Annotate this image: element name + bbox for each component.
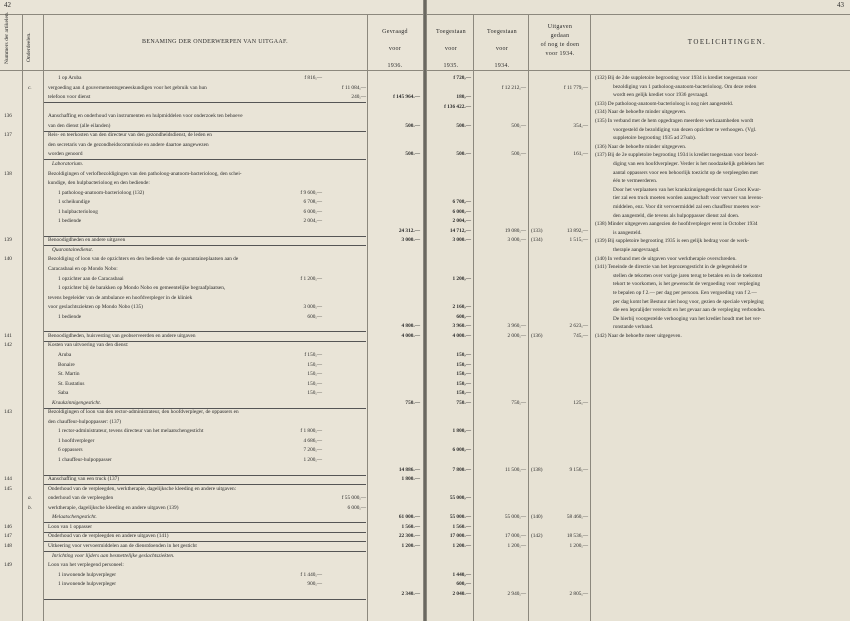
allowed-1934-amount: 2 940,— (507, 590, 526, 597)
header-line: of nog te doen (540, 42, 580, 48)
header-line: Toegestaan (436, 29, 466, 35)
allowed-1934-amount: 19 080,— (504, 227, 526, 234)
subsection-letter: a. (28, 495, 32, 502)
note-reference: (140) (531, 514, 543, 521)
item-description: 1 inwonende hulpverpleger (58, 571, 116, 578)
spent-1934-amount: 2 805,— (569, 590, 588, 597)
col-notes-header: TOELICHTINGEN. (687, 38, 767, 46)
explanation-line: tekort te voorkomen, is het gewenscht de vergoeding voor verpleging (613, 281, 760, 288)
allowed-1935-amount: 1 800,— (452, 428, 471, 435)
allowed-1935-amount: 2 040.— (452, 590, 471, 597)
allowed-1935-amount: 600,— (456, 581, 471, 588)
item-amount: 150,— (307, 371, 322, 378)
explanation-line: bezoldiging van 1 patholoog-anatoom-bacterioloog. Om deze reden (613, 83, 757, 90)
allowed-1935-amount: 3 960.— (452, 323, 471, 330)
allowed-1934-amount: 1 200,— (507, 542, 526, 549)
header-line: voor (444, 46, 458, 52)
item-description: worden genoord (48, 151, 83, 158)
explanation-line: één te vermeerderen. (613, 178, 658, 185)
spent-1934-amount: 13 892,— (566, 227, 588, 234)
item-description: 1 opzichter aan de Caracasbaai (58, 275, 124, 282)
item-description: Melaatschengesticht. (52, 514, 97, 521)
allowed-1935-amount: 6 708,— (452, 199, 471, 206)
header-line: voor 1934. (545, 51, 575, 57)
page-number-left: 42 (4, 1, 11, 9)
requested-1936-amount: 61 000.— (398, 514, 420, 521)
allowed-1935-amount: 4 000.— (452, 332, 471, 339)
article-number: 142 (4, 342, 12, 349)
explanation-line: te bepalen op f 2.— per dag per persoon. Een vergoeding van f 2.— (613, 290, 757, 296)
item-description: tevens begeleider van de ambulance en hoofdverpleger in de kliniek (48, 294, 193, 301)
explanation-line: voorgesteld de bezoldiging van dezen opzichter te verhoogen. (Vgl. (613, 126, 757, 133)
row-rule (44, 102, 366, 103)
col-subject-header: BENAMING DER ONDERWERPEN VAN UITGAAF. (142, 39, 288, 45)
col-sub-header: Onderdeelen. (26, 32, 32, 62)
requested-1936-amount: 22 300.— (398, 533, 420, 540)
item-description: 1 bediende (58, 218, 82, 225)
allowed-1934-amount: 3 960,— (507, 323, 526, 330)
subsection-letter: b. (28, 504, 32, 511)
allowed-1935-amount: 3 000.— (452, 237, 471, 244)
requested-1936-amount: 3 000.— (401, 237, 420, 244)
item-amount: 600,— (307, 313, 322, 320)
item-description: Kraukzinnigengesticht. (52, 399, 101, 406)
item-amount: f 1 440,— (300, 571, 322, 578)
item-description: Laboratorium. (52, 160, 84, 167)
item-description: den secretaris van de gezondheidscommissie en andere daartoe aangewezen (48, 141, 209, 148)
article-number: 138 (4, 170, 12, 177)
row-rule (44, 159, 366, 160)
item-description: 1 rector-administrateur, tevens directeur van het melaatschengesticht (58, 428, 204, 435)
explanation-line: (137) Bij de 2e suppletoire begrooting 1934 is krediet toegestaan voor bezol- (595, 152, 759, 159)
right-page (427, 0, 850, 621)
explanation-line: (134) Naar de behoefte minder uitgegeven. (595, 109, 687, 116)
spent-1934-amount: 2 623,— (569, 323, 588, 330)
allowed-1935-amount: 600,— (456, 313, 471, 320)
header-line: Uitgaven (547, 24, 573, 30)
item-description: Benoodigdheden, huisvesting van geobserveerden en andere uitgaven (48, 332, 196, 339)
requested-1936-amount: 750.— (405, 399, 420, 406)
header-line: voor (388, 46, 402, 52)
header-top-rule (427, 14, 850, 15)
explanation-line: is aangesteld. (613, 229, 642, 236)
allowed-1934-amount: 55 000,— (504, 514, 526, 521)
allowed-1935-amount: 6 000,— (452, 447, 471, 454)
allowed-1935-amount: 750.— (456, 399, 471, 406)
item-description: Bezoldiging of loon van de opzichters en den bediende van de quarantaineplaatsen aan de (48, 256, 239, 263)
header-line: 1935. (443, 63, 459, 69)
explanation-line: ronstande verband. (613, 324, 654, 331)
header-line: gedaan (550, 33, 570, 39)
item-amount: 150,— (307, 380, 322, 387)
allowed-1935-amount: 500.— (456, 122, 471, 129)
requested-1936-amount: 2 340.— (401, 590, 420, 597)
note-reference: (142) (531, 533, 543, 540)
header-line: 1936. (387, 63, 403, 69)
note-reference: (136) (531, 332, 543, 339)
spent-1934-amount: 9 156,— (569, 466, 588, 473)
item-description: St. Eustatius (58, 380, 85, 387)
requested-1936-amount: 500.— (405, 122, 420, 129)
header-line: Gevraagd (382, 29, 408, 35)
requested-1936-amount: 14 886.— (398, 466, 420, 473)
col-requested-header (370, 28, 420, 71)
allowed-1934-amount: f 12 212,— (501, 84, 526, 91)
item-description: Bonaire (58, 361, 75, 368)
item-description: werktherapie, dagelijksche kleeding en andere uitgaven (139) (48, 504, 179, 511)
allowed-1935-amount: 150,— (456, 390, 471, 397)
subtotal-amount: 6 000,— (347, 504, 366, 511)
item-description: Bezoldigingen of loon van den rector-administrateur, den hoofdverpleger, de oppassers en (48, 409, 239, 416)
item-description: Loon van 1 oppasser (48, 523, 92, 530)
note-reference: (133) (531, 227, 543, 234)
explanation-line: (142) Naar de behoefte meer uitgegeven. (595, 333, 682, 339)
allowed-1935-amount: 500.— (456, 151, 471, 158)
article-number: 139 (4, 237, 12, 244)
explanation-line: per dag komt het Bestuur niet hoog voor, gezien de speciale verpleging (613, 298, 764, 305)
item-description: 1 scheikundige (58, 199, 90, 206)
item-amount: 3 000,— (303, 304, 322, 311)
explanation-line: (140) In verband met de uitgaven voor werktherapie overschreden. (595, 255, 737, 262)
item-description: van den dienst (alle eilanden) (48, 122, 111, 129)
requested-1936-amount: 1 800.— (401, 476, 420, 483)
item-description: telefoon voor dienst (48, 94, 91, 101)
item-description: Inrichting voor lijders aan besmettelijke geslachtsziekten. (52, 552, 175, 559)
requested-1936-amount: 4 800.— (401, 323, 420, 330)
column-divider (528, 14, 529, 621)
allowed-1935-amount: 7 800.— (452, 466, 471, 473)
spent-1934-amount: 1 515,— (569, 237, 588, 244)
item-description: Saba (58, 390, 69, 397)
article-number: 143 (4, 409, 12, 416)
explanation-line: (133) De patholoog-anatoom-bacterioloog is nog niet aangesteld. (595, 100, 734, 107)
explanation-line: die een lepralijder vereischt en het gevaar aan de verpleging verbonden. (613, 307, 766, 314)
allowed-1935-amount: 2 004,— (452, 218, 471, 225)
spent-1934-amount: 354,— (573, 122, 588, 129)
spent-1934-amount: 18 536,— (566, 533, 588, 540)
item-description: voor geslachtsziekten op Mondo Nobo (135) (48, 304, 143, 311)
item-description: 1 opzichter bij de barakken op Mondo Nobo en gemeentelijke begraafplaatsen, (58, 285, 226, 292)
item-description: kundige, den hulpbacterioloog en den bediende: (48, 180, 150, 187)
item-amount: 150,— (307, 390, 322, 397)
explanation-line: wordt een gelijk krediet voor 1936 gevraagd. (613, 92, 709, 99)
allowed-1935-amount: 180,— (456, 94, 471, 101)
allowed-1935-amount: f 136 422.— (444, 103, 471, 110)
item-description: Aanschaffing van een truck (137) (48, 476, 120, 483)
item-amount: f 816,— (304, 75, 322, 81)
item-description: 1 hoofdverpleger (58, 437, 95, 444)
article-number: 136 (4, 113, 12, 120)
article-number: 144 (4, 476, 12, 483)
allowed-1935-amount: 1 200,— (452, 275, 471, 282)
item-description: 1 chauffeur-hulpoppasser (58, 457, 112, 463)
allowed-1935-amount: 55 000,— (449, 495, 471, 502)
column-divider (590, 14, 591, 621)
article-number: 146 (4, 523, 12, 530)
allowed-1934-amount: 17 000,— (504, 533, 526, 540)
item-amount: 7 200,— (303, 447, 322, 454)
requested-1936-amount: 1 560.— (401, 523, 420, 530)
item-description: onderhoud van de verpleegden (48, 495, 114, 502)
article-number: 140 (4, 256, 12, 263)
explanation-line: De hierbij voorgestelde verhooging van het krediet houdt met het ver- (613, 315, 762, 322)
item-amount: f 150,— (304, 351, 322, 358)
allowed-1935-amount: 17 000.— (449, 533, 471, 540)
explanation-line: den aangesteld, die tevens als hulpoppasser dienst zal doen. (613, 212, 740, 219)
article-number: 137 (4, 132, 12, 139)
item-description: Onderhoud van de verpleegden en andere uitgaven (141) (48, 533, 169, 540)
header-top-rule (0, 14, 423, 15)
allowed-1935-amount: 150,— (456, 371, 471, 378)
item-description: Caracasbaai en op Mondo Nobo: (48, 266, 118, 272)
spent-1934-amount: 745,— (573, 332, 588, 339)
subtotal-amount: 240,— (351, 94, 366, 101)
item-description: den chauffeur-hulpoppasser: (137) (48, 418, 122, 425)
allowed-1935-amount: 150,— (456, 380, 471, 387)
item-amount: 900,— (307, 581, 322, 588)
item-description: Onderhoud van de verpleegden, werktherapie, dagelijksche kleeding en andere uitgaven: (48, 485, 237, 492)
article-number: 145 (4, 485, 12, 492)
column-divider (473, 14, 474, 621)
allowed-1935-amount: 55 000.— (449, 514, 471, 521)
spent-1934-amount: 1 200,— (569, 542, 588, 549)
explanation-line: (132) Bij de 2de suppletoire begrooting voor 1934 is krediet toegestaan voor (595, 75, 758, 81)
allowed-1934-amount: 2 000,— (507, 332, 526, 339)
explanation-line: (135) In verband met de hem opgedragen meerdere werkzaamheden wordt (595, 118, 754, 124)
subsection-letter: c. (28, 84, 32, 91)
left-page (0, 0, 423, 621)
item-description: Aanschaffing en onderhoud van instrumenten en hulpmiddelen voor onderzoek ten behoeve (48, 113, 243, 120)
header-line: 1934. (494, 63, 510, 69)
requested-1936-amount: 1 200.— (401, 542, 420, 549)
article-number: 147 (4, 533, 12, 540)
allowed-1935-amount: 6 000,— (452, 208, 471, 215)
item-description: 1 hulpbacterioloog (58, 208, 98, 215)
col-article-header: Nummers der artikelen. (4, 11, 10, 64)
item-description: 1 op Aruba (58, 75, 82, 81)
item-description: Loon van het verplegend personeel: (48, 562, 124, 569)
explanation-line: suppletoire begrooting 1935 ad 27sub). (613, 135, 697, 142)
spent-1934-amount: 58 460,— (566, 514, 588, 521)
allowed-1935-amount: 14 712,— (449, 227, 471, 234)
item-amount: 1 200,— (303, 457, 322, 463)
row-rule (44, 599, 366, 600)
column-divider (22, 14, 23, 621)
allowed-1934-amount: 11 500,— (505, 466, 526, 473)
item-description: 1 bediende (58, 313, 82, 320)
note-reference: (138) (531, 466, 543, 473)
spent-1934-amount: 161,— (573, 151, 588, 158)
allowed-1934-amount: 500,— (511, 151, 526, 158)
subtotal-amount: f 55 000,— (341, 495, 366, 502)
item-description: Kosten van uitvoering van den dienst: (48, 342, 129, 349)
allowed-1934-amount: 3 000,— (507, 237, 526, 244)
item-description: Bezoldigingen of verlofbezoldigingen van den patholoog-anatoom-bacterioloog, den schei- (48, 170, 242, 177)
requested-1936-amount: 4 000.— (401, 332, 420, 339)
spent-1934-amount: 125,— (573, 399, 588, 406)
item-description: Quarantainedienst. (52, 246, 94, 253)
row-rule (44, 522, 366, 523)
col-1934-header (477, 28, 527, 71)
requested-1936-amount: f 145 964.— (393, 94, 420, 101)
item-description: Aruba (58, 351, 72, 358)
explanation-line: diging van een hoofdverpleger. Verder is het noodzakelijk gebleken het (613, 161, 764, 167)
item-amount: f 9 600,— (300, 189, 322, 196)
allowed-1935-amount: 2 160,— (452, 304, 471, 311)
subtotal-amount: f 11 084,— (341, 84, 366, 91)
item-amount: f 1 800,— (300, 428, 322, 435)
explanation-line: (139) Bij suppletoire begrooting 1935 is een gelijk bedrag voor de werk- (595, 238, 750, 245)
item-description: Benoodigdheden en andere uitgaven (48, 237, 126, 244)
item-description: Reis- en teerkosten van den directeur van den gezondheidsdienst, de leden en (48, 132, 212, 139)
allowed-1935-amount: 150,— (456, 361, 471, 368)
item-description: St. Martin (58, 371, 80, 378)
explanation-line: therapie aangevraagd. (613, 247, 660, 253)
item-description: 6 oppassers (58, 447, 83, 454)
allowed-1935-amount: 1 560.— (452, 523, 471, 530)
item-amount: f 1 200,— (300, 275, 322, 282)
allowed-1934-amount: 500,— (511, 122, 526, 129)
item-amount: 6 708,— (303, 199, 322, 206)
header-line: Toegestaan (487, 29, 517, 35)
item-description: Uitkeering voor vervoermiddelen aan de dienstdoenden in het gesticht (48, 542, 197, 549)
item-description: 1 inwonende hulpverpleger (58, 581, 116, 588)
col-spent-header (531, 23, 589, 59)
item-amount: 150,— (307, 361, 322, 368)
allowed-1935-amount: f 720,— (453, 75, 471, 81)
item-amount: 2 004,— (303, 218, 322, 225)
explanation-line: (141) Teneinde de directie van het leprozengesticht in de gelegenheid te (595, 264, 748, 271)
note-reference: (134) (531, 237, 543, 244)
item-amount: 6 000,— (303, 208, 322, 215)
article-number: 148 (4, 542, 12, 549)
explanation-line: stellen de tekorten over vorige jaren terug te betalen en in de toekomst (613, 272, 763, 279)
explanation-line: Door het verplaatsen van het krankzinnigengesticht naar Groot Kwar- (613, 186, 761, 193)
article-number: 141 (4, 332, 12, 339)
article-number: 149 (4, 562, 12, 569)
page-number-right: 43 (837, 1, 844, 9)
allowed-1935-amount: 1 200.— (452, 542, 471, 549)
item-description: 1 patholoog-anatoom-bacterioloog (132) (58, 189, 145, 196)
item-description: vergoeding aan 4 gouvernementsgeneeskundigen voor het gebruik van hun (48, 84, 207, 91)
allowed-1935-amount: 150,— (456, 351, 471, 358)
header-bottom-rule (0, 70, 423, 71)
explanation-line: tier zal een truck moeten worden aangeschaft voor vervoer van levens- (613, 195, 764, 202)
requested-1936-amount: 24 312.— (398, 227, 420, 234)
allowed-1934-amount: 750,— (511, 399, 526, 406)
column-divider (43, 14, 44, 621)
allowed-1935-amount: 1 440,— (452, 571, 471, 578)
header-line: voor (495, 46, 509, 52)
explanation-line: middelen, enz. Voor dit vervoermiddel zal een chauffeur moeten wor- (613, 204, 761, 210)
explanation-line: (136) Naar de behoefte minder uitgegeven. (595, 143, 687, 150)
explanation-line: aantal oppassers voor een behoorlijk toezicht op de verpleegden met (613, 169, 758, 176)
col-1935-header (429, 28, 473, 71)
explanation-line: (138) Minder uitgegeven aangezien de hoofdverpleger eerst in October 1934 (595, 221, 758, 228)
requested-1936-amount: 500.— (405, 151, 420, 158)
item-amount: 4 686,— (303, 437, 322, 444)
spent-1934-amount: f 11 779,— (563, 84, 588, 91)
